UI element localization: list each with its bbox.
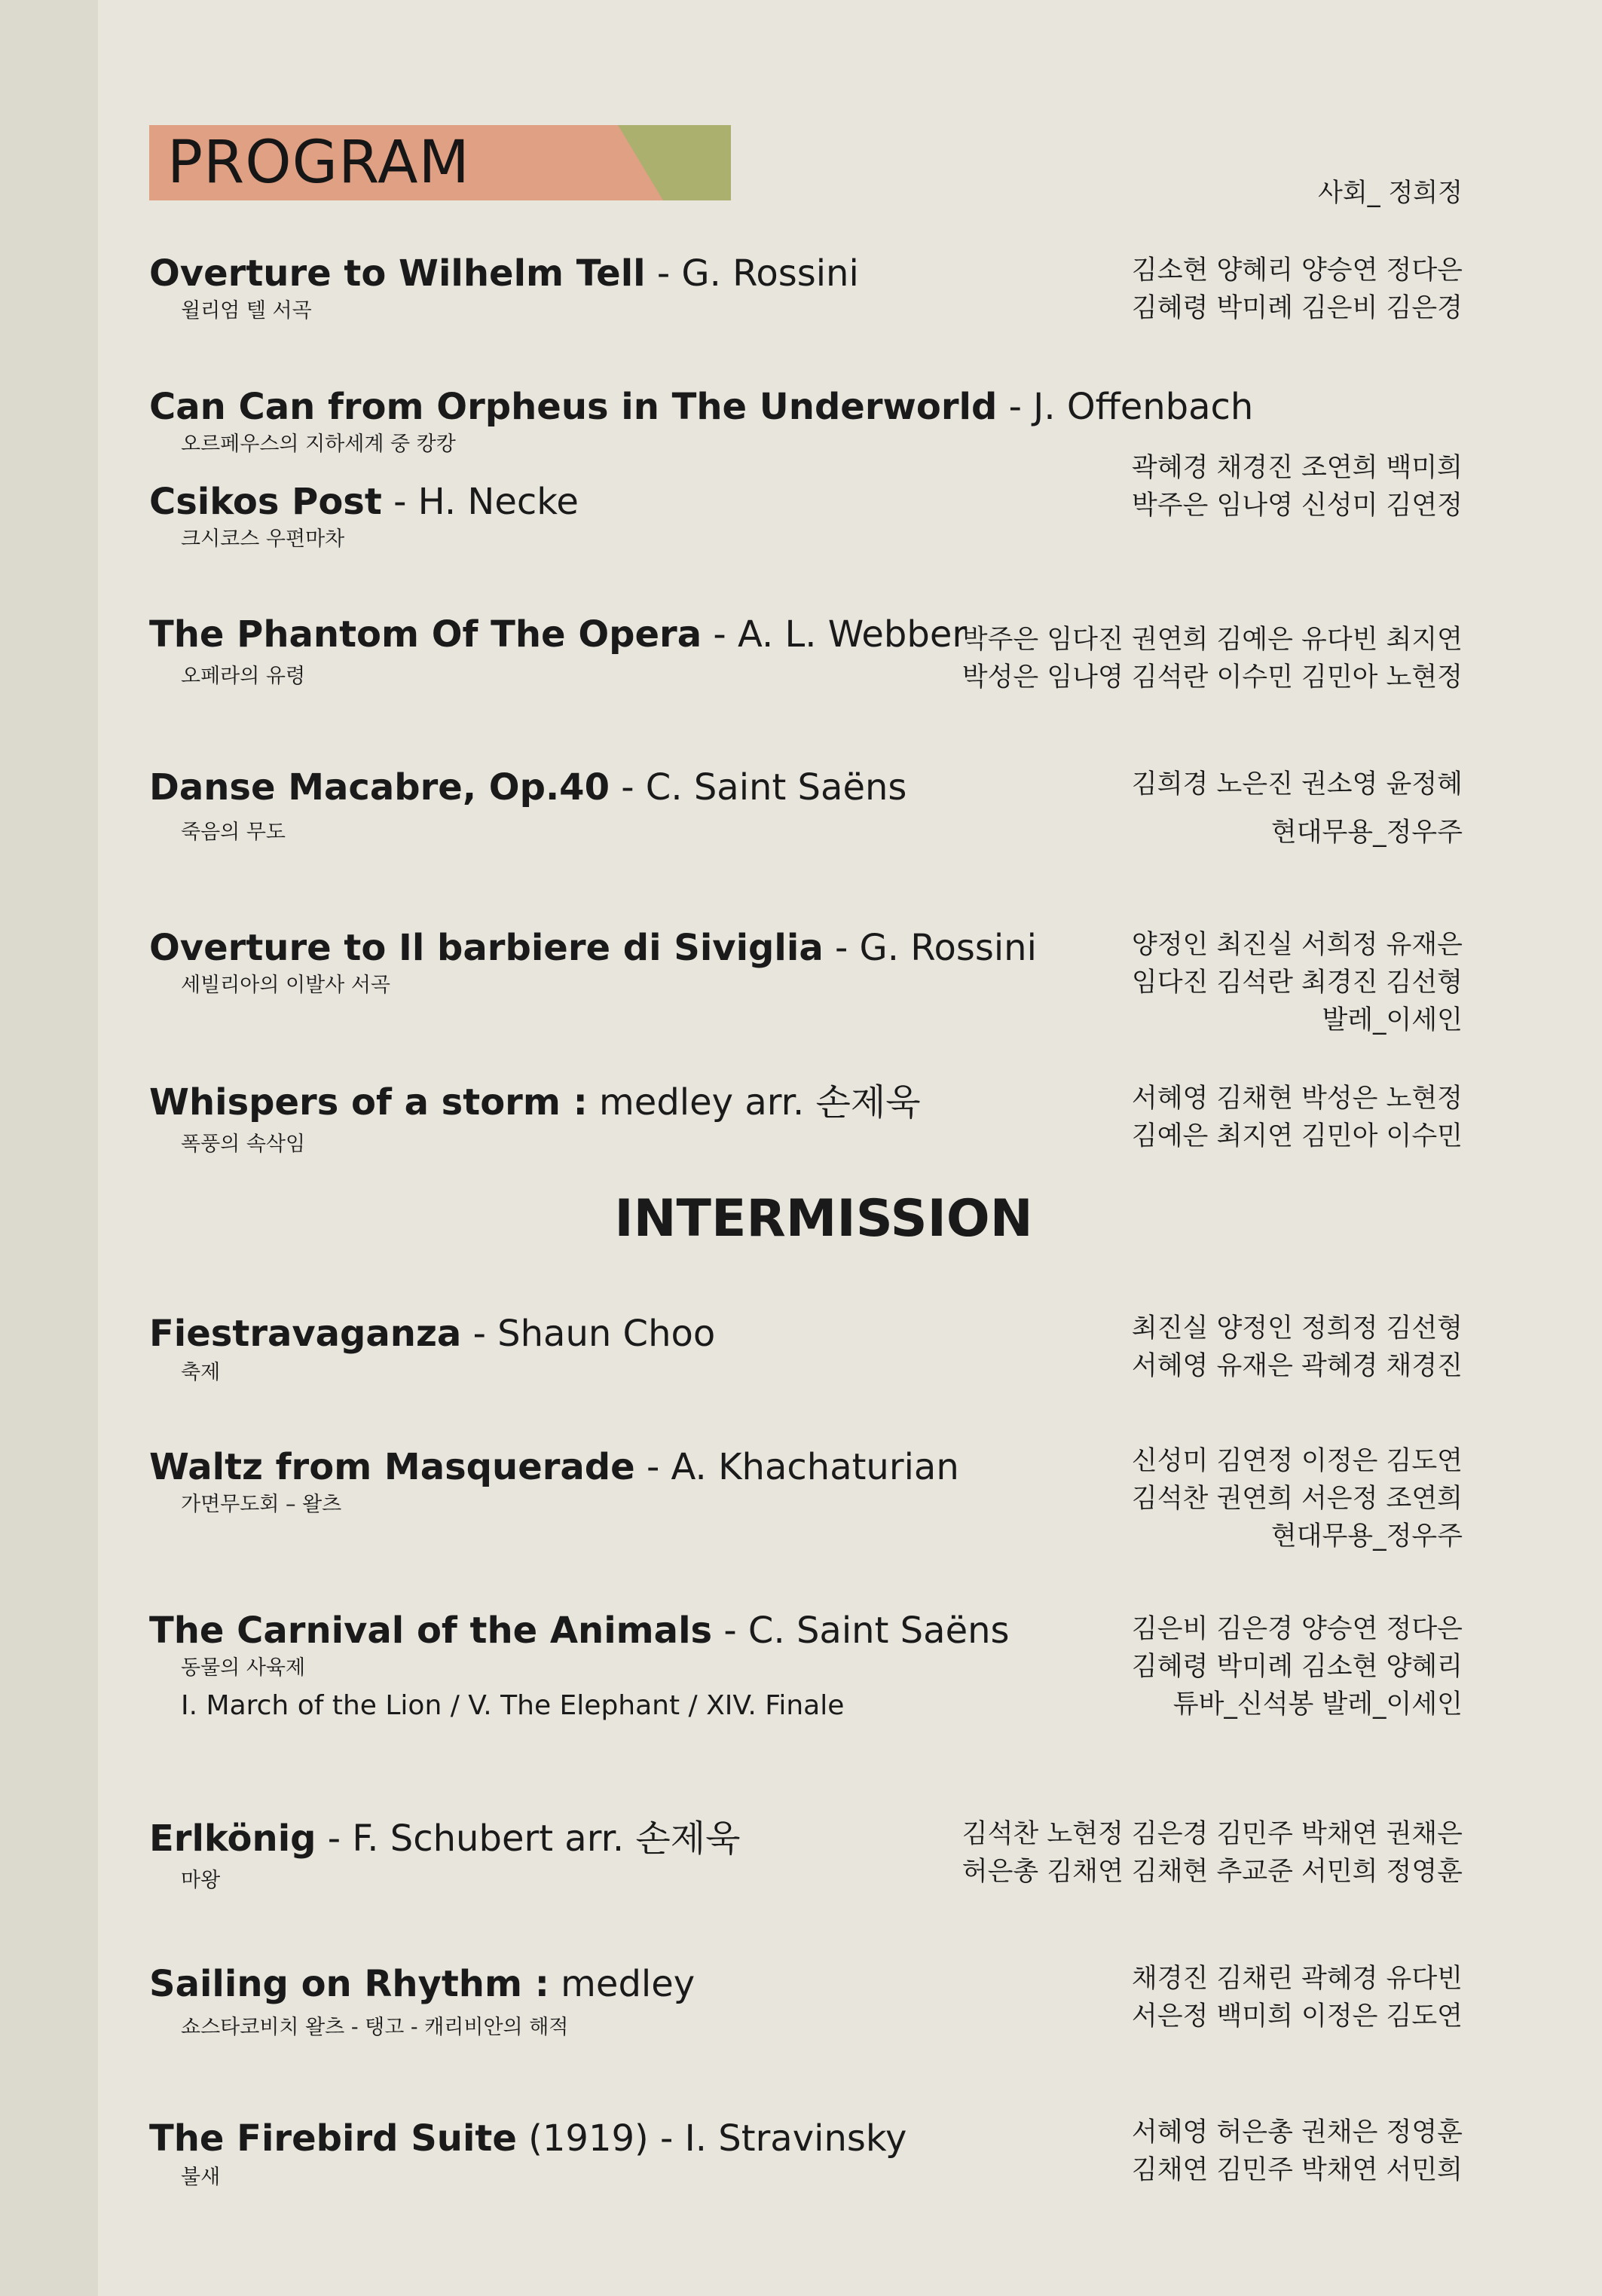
performers-list xyxy=(1132,766,1463,803)
piece-name: Fiestravaganza xyxy=(149,1313,462,1355)
piece-title xyxy=(149,1311,715,1356)
piece-subtitle: 축제 xyxy=(181,1361,221,1384)
piece-composer: - F. Schubert arr. 손제욱 xyxy=(316,1818,741,1860)
performers-list xyxy=(962,1815,1463,1891)
intermission-heading: INTERMISSION xyxy=(614,1189,1033,1249)
piece-name: Sailing on Rhythm : xyxy=(149,1963,549,2005)
piece-title xyxy=(149,479,579,524)
performers-line: 현대무용_정우주 xyxy=(1270,1521,1463,1552)
performers-list xyxy=(1132,1080,1463,1155)
performers-list xyxy=(1132,1310,1463,1385)
piece-subtitle: 폭풍의 속삭임 xyxy=(181,1133,306,1156)
piece-name: The Phantom Of The Opera xyxy=(149,613,702,656)
performers-line: 김예은 최지연 김민아 이수민 xyxy=(1131,1121,1463,1151)
performers-list xyxy=(1132,1610,1463,1723)
program-banner xyxy=(149,125,731,200)
performers-line: 허은총 김채연 김채현 추교준 서민희 정영훈 xyxy=(962,1857,1463,1887)
piece-composer: - G. Rossini xyxy=(645,252,859,295)
piece-title xyxy=(149,2116,906,2161)
piece-title xyxy=(149,1816,741,1861)
performers-line: 김석찬 노현정 김은경 김민주 박채연 권채은 xyxy=(962,1819,1463,1849)
program-item xyxy=(149,1961,695,2043)
performers-line: 김혜령 박미례 김소현 양혜리 xyxy=(1131,1652,1463,1682)
performers-line: 현대무용_정우주 xyxy=(1270,818,1463,848)
program-item xyxy=(149,1311,715,1388)
performers-line: 서혜영 김채현 박성은 노현정 xyxy=(1131,1084,1463,1114)
performers-line: 김혜령 박미례 김은비 김은경 xyxy=(1131,293,1463,323)
program-item xyxy=(149,1816,741,1896)
performers-list xyxy=(1132,449,1463,524)
performers-line: 튜바_신석봉 발레_이세인 xyxy=(1172,1689,1463,1720)
piece-composer: - J. Offenbach xyxy=(997,386,1254,428)
host-credit: 사회_ 정희정 xyxy=(1317,178,1463,208)
performers-line: 박주은 임나영 신성미 김연정 xyxy=(1131,491,1463,521)
program-item xyxy=(149,2116,906,2193)
performers-line: 서혜영 유재은 곽혜경 채경진 xyxy=(1131,1351,1463,1381)
program-item xyxy=(149,765,906,848)
piece-title xyxy=(149,1608,1010,1653)
left-margin-strip xyxy=(0,0,98,2296)
performers-line: 김은비 김은경 양승연 정다은 xyxy=(1131,1614,1463,1644)
piece-subtitle: 마왕 xyxy=(181,1869,221,1892)
piece-name: Danse Macabre, Op.40 xyxy=(149,766,610,809)
performers-line: 양정인 최진실 서희정 유재은 xyxy=(1131,930,1463,960)
performers-line: 서혜영 허은총 권채은 정영훈 xyxy=(1131,2117,1463,2148)
program-item xyxy=(149,251,859,326)
performers-list xyxy=(1132,1442,1463,1555)
program-item xyxy=(149,612,967,692)
performers-line: 최진실 양정인 정희정 김선형 xyxy=(1131,1313,1463,1344)
piece-movements: I. March of the Lion / V. The Elephant / XIV. Finale xyxy=(181,1690,845,1721)
piece-name: Erlkönig xyxy=(149,1818,316,1860)
piece-title xyxy=(149,251,859,296)
performers-line: 임다진 김석란 최경진 김선형 xyxy=(1131,968,1463,998)
piece-subtitle: 크시코스 우편마차 xyxy=(181,527,345,551)
piece-name: Csikos Post xyxy=(149,481,382,523)
performers-line: 박주은 임다진 권연희 김예은 유다빈 최지연 xyxy=(962,625,1463,655)
piece-subtitle: 오페라의 유령 xyxy=(181,665,306,688)
piece-name: The Firebird Suite xyxy=(149,2117,517,2160)
program-item xyxy=(149,925,1037,1001)
piece-composer: medley arr. 손제욱 xyxy=(587,1081,921,1124)
piece-composer: - C. Saint Saëns xyxy=(712,1610,1010,1652)
piece-composer: - H. Necke xyxy=(381,481,579,523)
piece-name: The Carnival of the Animals xyxy=(149,1610,713,1652)
piece-subtitle: 오르페우스의 지하세계 중 캉캉 xyxy=(181,433,456,456)
performers-line: 박성은 임나영 김석란 이수민 김민아 노현정 xyxy=(962,662,1463,692)
piece-name: Overture to Il barbiere di Siviglia xyxy=(149,927,824,969)
program-item xyxy=(149,479,579,555)
piece-subtitle: 죽음의 무도 xyxy=(181,821,286,844)
piece-composer: - C. Saint Saëns xyxy=(609,766,907,809)
performers-list xyxy=(962,621,1463,696)
piece-composer: - G. Rossini xyxy=(823,927,1037,969)
performers-line: 김채연 김민주 박채연 서민희 xyxy=(1131,2155,1463,2185)
piece-title xyxy=(149,612,967,657)
performers-line: 김석찬 권연희 서은정 조연희 xyxy=(1131,1484,1463,1514)
piece-composer: - A. L. Webber xyxy=(702,613,968,656)
piece-subtitle: 윌리엄 텔 서곡 xyxy=(181,299,312,323)
program-title: PROGRAM xyxy=(167,129,470,197)
piece-subtitle: 불새 xyxy=(181,2166,221,2189)
performers-list xyxy=(1271,814,1463,851)
performers-line: 발레_이세인 xyxy=(1322,1005,1463,1035)
program-item xyxy=(149,1608,1010,1724)
performers-list xyxy=(1132,2114,1463,2189)
performers-list xyxy=(1132,1960,1463,2035)
piece-subtitle: 가면무도회 – 왈츠 xyxy=(181,1493,342,1516)
performers-list xyxy=(1132,926,1463,1039)
program-item xyxy=(149,1445,959,1520)
piece-subtitle: 동물의 사육제 xyxy=(181,1656,306,1680)
performers-line: 서은정 백미희 이정은 김도연 xyxy=(1131,2001,1463,2032)
piece-composer: (1919) - I. Stravinsky xyxy=(516,2117,907,2160)
piece-name: Waltz from Masquerade xyxy=(149,1446,635,1488)
piece-composer: - Shaun Choo xyxy=(461,1313,716,1355)
piece-title xyxy=(149,1961,695,2007)
performers-line: 김희경 노은진 권소영 윤정혜 xyxy=(1131,769,1463,799)
performers-line: 곽혜경 채경진 조연희 백미희 xyxy=(1131,453,1463,483)
piece-name: Whispers of a storm : xyxy=(149,1081,588,1124)
performers-list xyxy=(1132,252,1463,327)
piece-title xyxy=(149,1445,959,1490)
piece-name: Overture to Wilhelm Tell xyxy=(149,252,646,295)
piece-subtitle: 쇼스타코비치 왈츠 - 탱고 - 캐리비안의 해적 xyxy=(181,2016,569,2039)
piece-title xyxy=(149,765,906,810)
piece-title xyxy=(149,1080,921,1125)
piece-title xyxy=(149,925,1037,971)
program-item xyxy=(149,384,1253,460)
performers-line: 김소현 양혜리 양승연 정다은 xyxy=(1131,255,1463,286)
program-item xyxy=(149,1080,921,1160)
piece-title xyxy=(149,384,1253,430)
piece-name: Can Can from Orpheus in The Underworld xyxy=(149,386,998,428)
piece-subtitle: 세빌리아의 이발사 서곡 xyxy=(181,974,390,997)
performers-line: 채경진 김채린 곽혜경 유다빈 xyxy=(1131,1964,1463,1994)
performers-line: 신성미 김연정 이정은 김도연 xyxy=(1131,1446,1463,1476)
piece-composer: medley xyxy=(549,1963,696,2005)
piece-composer: - A. Khachaturian xyxy=(634,1446,959,1488)
